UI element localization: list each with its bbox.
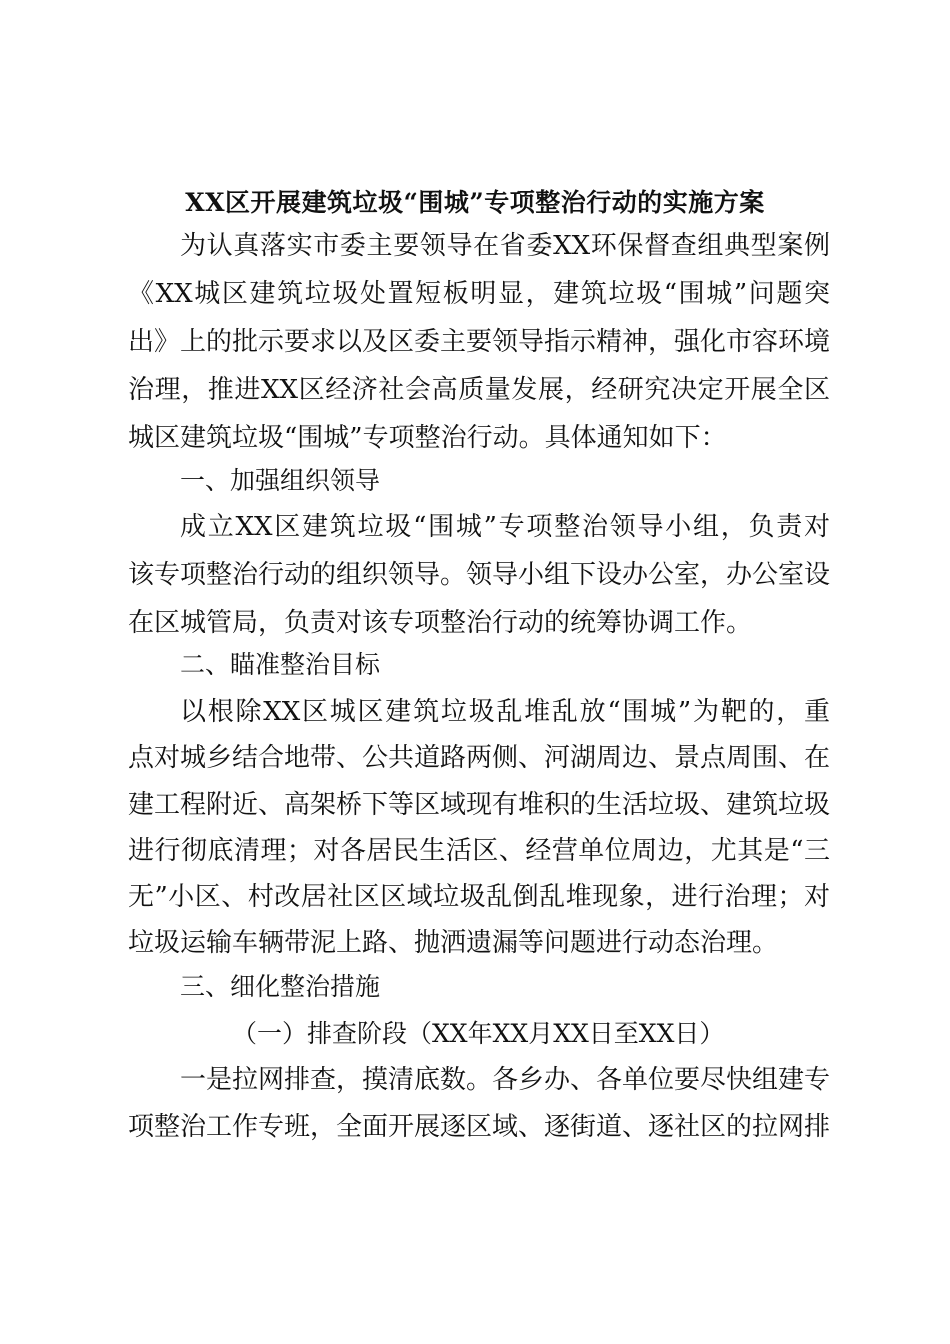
section1-line: 在区城管局，负责对该专项整治行动的统筹协调工作。 [128,608,753,638]
section3-line: 项整治工作专班，全面开展逐区域、逐街道、逐社区的拉网排 [128,1112,830,1142]
section2-line: 无”小区、村改居社区区域垃圾乱倒乱堆现象，进行治理；对 [128,882,830,912]
section-heading-measures: 三、细化整治措施 [180,972,381,1001]
section2-line: 进行彻底清理；对各居民生活区、经营单位周边，尤其是“三 [128,836,830,866]
intro-line: 城区建筑垃圾“围城”专项整治行动。具体通知如下： [128,423,727,453]
intro-line: 出》上的批示要求以及区委主要领导指示精神，强化市容环境 [128,327,830,357]
intro-line: 治理，推进XX区经济社会高质量发展，经研究决定开展全区 [128,375,830,405]
section-heading-targets: 二、瞄准整治目标 [180,650,381,679]
subsection-heading-investigation: （一）排查阶段（XX年XX月XX日至XX日） [232,1019,725,1048]
section2-line: 以根除XX区城区建筑垃圾乱堆乱放“围城”为靶的，重 [180,697,830,727]
section2-line: 建工程附近、高架桥下等区域现有堆积的生活垃圾、建筑垃圾 [128,790,830,820]
section1-line: 该专项整治行动的组织领导。领导小组下设办公室，办公室设 [128,560,830,590]
intro-line: 《XX城区建筑垃圾处置短板明显，建筑垃圾“围城”问题突 [128,279,830,309]
intro-line: 为认真落实市委主要领导在省委XX环保督查组典型案例 [180,231,830,261]
section2-line: 点对城乡结合地带、公共道路两侧、河湖周边、景点周围、在 [128,743,830,773]
section3-line: 一是拉网排查，摸清底数。各乡办、各单位要尽快组建专 [180,1065,830,1095]
section-heading-organization: 一、加强组织领导 [180,466,381,495]
section1-line: 成立XX区建筑垃圾“围城”专项整治领导小组，负责对 [180,512,830,542]
document-title: XX区开展建筑垃圾“围城”专项整治行动的实施方案 [185,188,765,217]
section2-line: 垃圾运输车辆带泥上路、抛洒遗漏等问题进行动态治理。 [128,928,779,958]
